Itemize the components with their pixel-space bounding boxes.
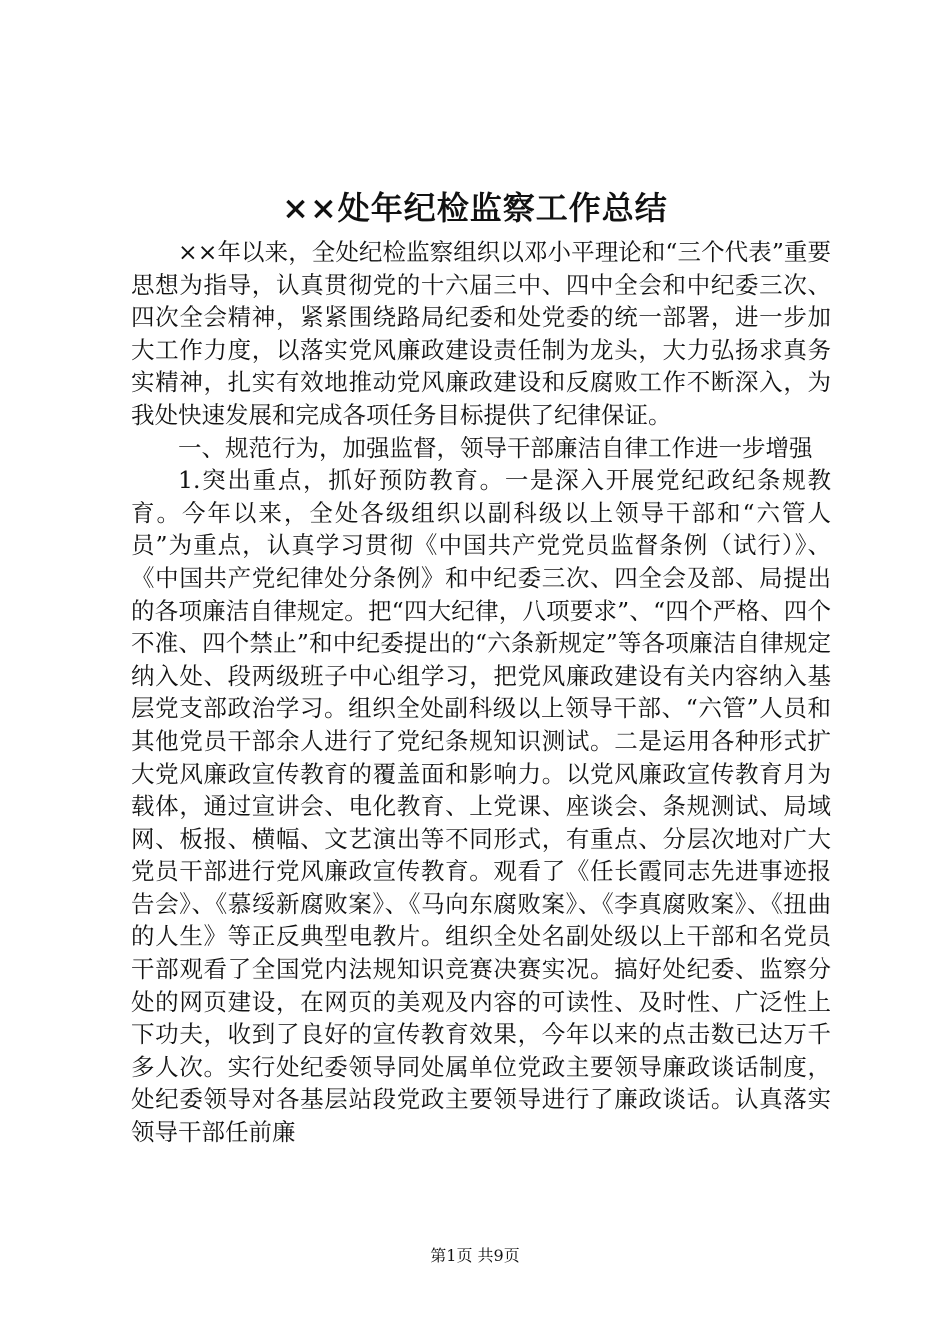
document-title: ××处年纪检监察工作总结 (282, 189, 668, 227)
page-number: 第1页 共9页 (430, 1246, 520, 1265)
body-paragraph: 1.突出重点，抓好预防教育。一是深入开展党纪政纪条规教育。今年以来，全处各级组织以副科级以上领导干部和“六管人员”为重点，认真学习贯彻《中国共产党党员监督条例（试行）》、《中国共产党纪律处分条例》和中纪委三次、四全会及部、局提出的各项廉洁自律规定。把“四大纪律，八项要求”、“四个严格、四个不准、四个禁止”和中纪委提出的“六条新规定”等各项廉洁自律规定纳入处、段两级班子中心组学习，把党风廉政建设有关内容纳入基层党支部政治学习。组织全处副科级以上领导干部、“六管”人员和其他党员干部余人进行了党纪条规知识测试。二是运用各种形式扩大党风廉政宣传教育的覆盖面和影响力。以党风廉政宣传教育月为载体，通过宣讲会、电化教育、上党课、座谈会、条规测试、局域网、板报、横幅、文艺演出等不同形式，有重点、分层次地对广大党员干部进行党风廉政宣传教育。观看了《任长霞同志先进事迹报告会》、《慕绥新腐败案》、《马向东腐败案》、《李真腐败案》、《扭曲的人生》等正反典型电教片。组织全处名副处级以上干部和名党员干部观看了全国党内法规知识竞赛决赛实况。搞好处纪委、监察分处的网页建设，在网页的美观及内容的可读性、及时性、广泛性上下功夫，收到了良好的宣传教育效果，今年以来的点击数已达万千多人次。实行处纪委领导同处属单位党政主要领导廉政谈话制度，处纪委领导对各基层站段党政主要领导进行了廉政谈话。认真落实领导干部任前廉 (131, 466, 831, 1147)
section-heading: 一、规范行为，加强监督，领导干部廉洁自律工作进一步增强 (178, 433, 813, 462)
page-footer (0, 1245, 950, 1267)
document-body (131, 236, 831, 1149)
intro-paragraph: ××年以来，全处纪检监察组织以邓小平理论和“三个代表”重要思想为指导，认真贯彻党的十六届三中、四中全会和中纪委三次、四次全会精神，紧紧围绕路局纪委和处党委的统一部署，进一步加大工作力度，以落实党风廉政建设责任制为龙头，大力弘扬求真务实精神，扎实有效地推动党风廉政建设和反腐败工作不断深入，为我处快速发展和完成各项任务目标提供了纪律保证。 (131, 238, 831, 429)
